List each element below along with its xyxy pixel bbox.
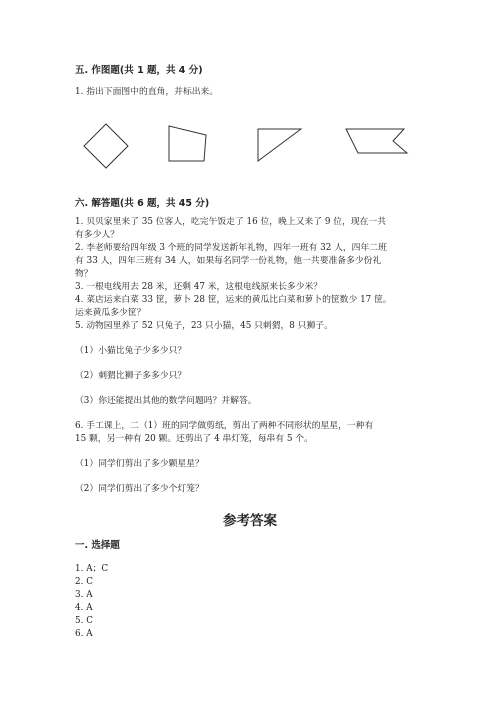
answer-item-3: 3. A [75, 590, 93, 600]
answer-item-2: 2. C [75, 577, 93, 587]
s6-line-9: 5. 动物园里养了 52 只兔子，23 只小猫，45 只刺猬，8 只狮子。 [75, 321, 333, 331]
s6-line-1: 1. 贝贝家里来了 35 位客人，吃完午饭走了 16 位，晚上又来了 9 位，现在一共 [75, 217, 387, 227]
section5-question1: 1. 指出下面图中的直角，并标出来。 [75, 87, 219, 97]
s6-line-2: 有多少人？ [75, 230, 119, 240]
section6-heading: 六. 解答题(共 6 题，共 45 分) [75, 198, 210, 209]
answer-item-6: 6. A [75, 629, 93, 639]
q6-line-1: 6. 手工课上，二（1）班的同学做剪纸，剪出了两种不同形状的星星，一种有 [75, 421, 374, 431]
q6-sub-1: （1）同学们剪出了多少颗星星？ [75, 459, 204, 469]
ribbon-shape [346, 129, 407, 153]
answer-item-5: 5. C [75, 616, 93, 626]
triangle-shape [258, 129, 301, 161]
answer-item-1: 1. A；C [75, 564, 109, 574]
shapes-figure [0, 115, 500, 175]
s6-line-5: 物？ [75, 269, 93, 279]
s6-line-8: 运来黄瓜多少筐？ [75, 308, 146, 318]
answers-heading: 一. 选择题 [75, 540, 120, 551]
s6-line-6: 3. 一根电线用去 28 米，还剩 47 米，这根电线原来长多少米？ [75, 282, 323, 292]
q6-sub-2: （2）同学们剪出了多少个灯笼？ [75, 484, 204, 494]
answer-item-4: 4. A [75, 603, 93, 613]
section5-heading: 五. 作图题(共 1 题，共 4 分) [75, 65, 203, 76]
s6-line-4: 有 33 人，四年三班有 34 人，如果每名同学一份礼物，他一共要准备多少份礼 [75, 256, 382, 266]
q5-sub-2: （2）刺猬比狮子多多少只？ [75, 371, 187, 381]
q6-line-2: 15 颗，另一种有 20 颗。还剪出了 4 串灯笼，每串有 5 个。 [75, 434, 313, 444]
s6-line-3: 2. 李老师要给四年级 3 个班的同学发送新年礼物，四年一班有 32 人，四年二班 [75, 243, 387, 253]
diamond-shape [84, 124, 128, 168]
answers-title: 参考答案 [223, 513, 277, 529]
trapezoid-shape [169, 126, 206, 161]
s6-line-7: 4. 菜店运来白菜 33 筐，萝卜 28 筐，运来的黄瓜比白菜和萝卜的筐数少 17 筐。 [75, 295, 392, 305]
q5-sub-1: （1）小猫比兔子少多少只？ [75, 346, 187, 356]
q5-sub-3: （3）你还能提出其他的数学问题吗？并解答。 [75, 396, 257, 406]
